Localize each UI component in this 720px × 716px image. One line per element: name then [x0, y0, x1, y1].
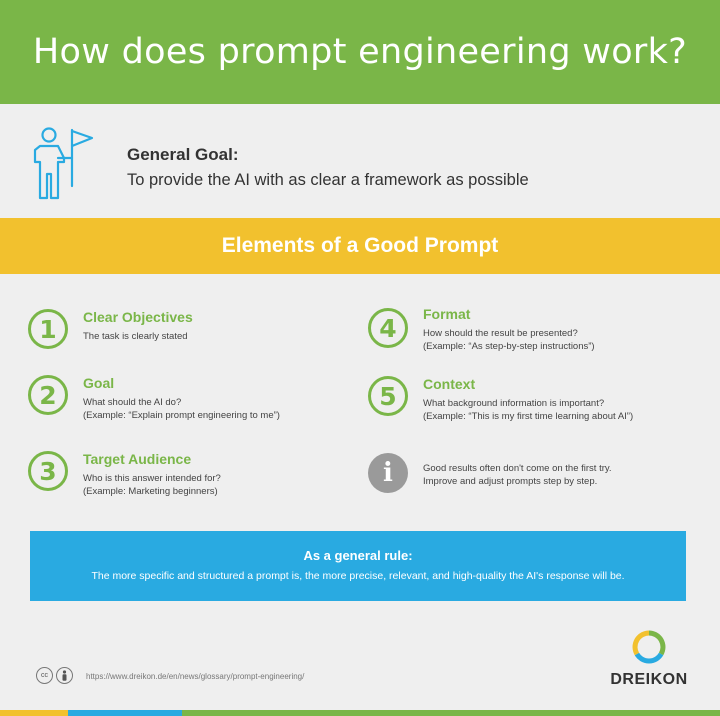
- attribution-icon: [56, 667, 73, 684]
- tip-item: [368, 453, 688, 503]
- elements-heading: Elements of a Good Prompt: [221, 234, 499, 257]
- creative-commons-license: [36, 667, 73, 684]
- goal-title: General Goal:: [127, 145, 239, 164]
- element-example: (Example: Marketing beginners): [83, 486, 218, 497]
- number-5-icon: 5: [368, 376, 408, 416]
- element-item-context: [368, 376, 688, 426]
- element-item-goal: [28, 375, 348, 425]
- element-example: (Example: “This is my first time learning about AI”): [423, 411, 634, 422]
- brand-name: DREIKON: [610, 671, 688, 688]
- dreikon-logo: [608, 630, 690, 689]
- blue-segment: [68, 710, 182, 716]
- bottom-color-bar: [0, 710, 720, 716]
- element-description: What should the AI do?: [83, 397, 182, 408]
- element-item-clear-objectives: [28, 309, 348, 359]
- person-with-flag-icon: [30, 126, 100, 200]
- number-3-icon: 3: [28, 451, 68, 491]
- element-title: Format: [423, 306, 471, 322]
- yellow-segment: [0, 710, 68, 716]
- green-segment: [182, 710, 720, 716]
- general-goal-section: [0, 104, 720, 218]
- element-title: Context: [423, 376, 476, 392]
- rule-description: The more specific and structured a prompt is, the more precise, relevant, and high-quality the AI's response will be.: [91, 570, 625, 582]
- element-title: Goal: [83, 375, 115, 391]
- tip-line-2: Improve and adjust prompts step by step.: [423, 476, 598, 487]
- number-2-icon: 2: [28, 375, 68, 415]
- element-description: How should the result be presented?: [423, 328, 578, 339]
- element-title: Target Audience: [83, 451, 192, 467]
- cc-icon: cc: [36, 667, 53, 684]
- tip-line-1: Good results often don't come on the first try.: [423, 463, 612, 474]
- general-rule-box: [30, 531, 686, 601]
- element-example: (Example: “As step-by-step instructions”): [423, 341, 595, 352]
- elements-heading-bar: [0, 218, 720, 274]
- element-description: The task is clearly stated: [83, 331, 188, 342]
- element-description: What background information is important?: [423, 398, 605, 409]
- element-item-target-audience: [28, 451, 348, 501]
- header-banner: [0, 0, 720, 104]
- rule-title: As a general rule:: [303, 548, 413, 563]
- source-url: https://www.dreikon.de/en/news/glossary/prompt-engineering/: [86, 672, 305, 681]
- goal-description: To provide the AI with as clear a framework as possible: [127, 171, 529, 189]
- element-title: Clear Objectives: [83, 309, 193, 325]
- element-example: (Example: “Explain prompt engineering to me”): [83, 410, 280, 421]
- info-icon: i: [368, 453, 408, 493]
- dreikon-ring-icon: [632, 630, 666, 664]
- page-title: How does prompt engineering work?: [32, 32, 688, 72]
- number-4-icon: 4: [368, 308, 408, 348]
- element-description: Who is this answer intended for?: [83, 473, 221, 484]
- number-1-icon: 1: [28, 309, 68, 349]
- element-item-format: [368, 306, 688, 356]
